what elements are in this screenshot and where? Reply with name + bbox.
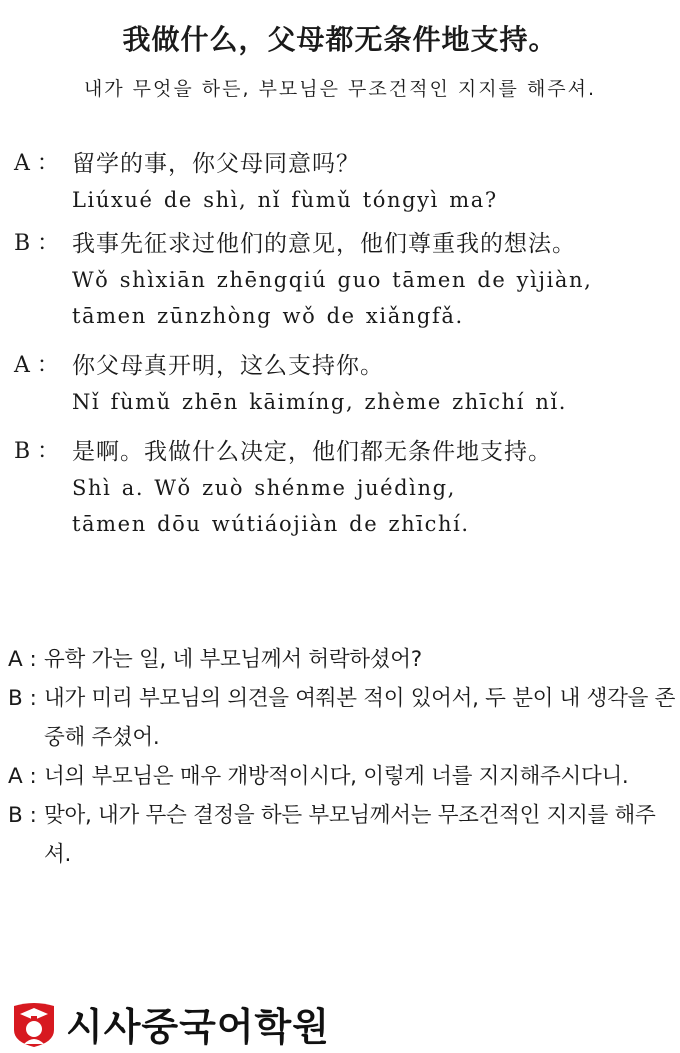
hanzi-line: 是啊。我做什么决定，他们都无条件地支持。 bbox=[72, 439, 552, 465]
pinyin-line: Nǐ fùmǔ zhēn kāimíng, zhème zhīchí nǐ. bbox=[72, 390, 568, 414]
page-subtitle: 내가 무엇을 하든, 부모님은 무조건적인 지지를 해주셔. bbox=[83, 78, 597, 100]
dialog-turn bbox=[14, 146, 674, 218]
speaker-label: A ： bbox=[14, 151, 59, 176]
speaker-label: B : bbox=[8, 803, 37, 828]
speaker-label: B ： bbox=[14, 231, 60, 256]
chinese-dialog bbox=[14, 146, 674, 542]
hanzi-line: 我事先征求过他们的意见，他们尊重我的想法。 bbox=[72, 231, 576, 257]
pinyin-line: tāmen zūnzhòng wǒ de xiǎngfǎ. bbox=[72, 304, 464, 328]
dialog-turn bbox=[14, 348, 674, 420]
academy-emblem-icon bbox=[10, 1000, 58, 1048]
speaker-label: A : bbox=[8, 764, 37, 789]
turn-lines bbox=[72, 146, 674, 218]
translation-text: 내가 미리 부모님의 의견을 여쭤본 적이 있어서, 두 분이 내 생각을 존중해 주셨어. bbox=[44, 686, 676, 750]
dialog-turn bbox=[14, 434, 674, 542]
speaker-label: A : bbox=[8, 647, 37, 672]
translation-text: 맞아, 내가 무슨 결정을 하든 부모님께서는 무조건적인 지지를 해주셔. bbox=[44, 803, 656, 867]
translation-text: 유학 가는 일, 네 부모님께서 허락하셨어? bbox=[44, 647, 422, 672]
turn-lines bbox=[72, 434, 674, 542]
turn-lines bbox=[72, 226, 674, 334]
pinyin-line: Shì a. Wǒ zuò shénme juédìng, bbox=[72, 476, 456, 500]
speaker-label: A ： bbox=[14, 353, 59, 378]
pinyin-line: tāmen dōu wútiáojiàn de zhīchí. bbox=[72, 512, 470, 536]
dialog-turn bbox=[14, 226, 674, 334]
korean-translation bbox=[8, 640, 676, 874]
translation-text: 너의 부모님은 매우 개방적이시다, 이렇게 너를 지지해주시다니. bbox=[44, 764, 629, 789]
brand-name: 시사중국어학원 bbox=[66, 1005, 330, 1049]
emblem-face-shape bbox=[26, 1021, 42, 1037]
pinyin-line: Wǒ shìxiān zhēngqiú guo tāmen de yìjiàn, bbox=[72, 268, 593, 292]
brand-logo bbox=[10, 996, 330, 1051]
translation-turn bbox=[8, 757, 676, 796]
translation-turn bbox=[8, 796, 676, 874]
page-title: 我做什么，父母都无条件地支持。 bbox=[122, 23, 558, 56]
pinyin-line: Liúxué de shì, nǐ fùmǔ tóngyì ma? bbox=[72, 188, 498, 212]
speaker-label: B : bbox=[8, 686, 37, 711]
hanzi-line: 留学的事，你父母同意吗？ bbox=[72, 151, 360, 177]
translation-turn bbox=[8, 679, 676, 757]
speaker-label: B ： bbox=[14, 439, 60, 464]
hanzi-line: 你父母真开明，这么支持你。 bbox=[72, 353, 384, 379]
translation-turn bbox=[8, 640, 676, 679]
turn-lines bbox=[72, 348, 674, 420]
